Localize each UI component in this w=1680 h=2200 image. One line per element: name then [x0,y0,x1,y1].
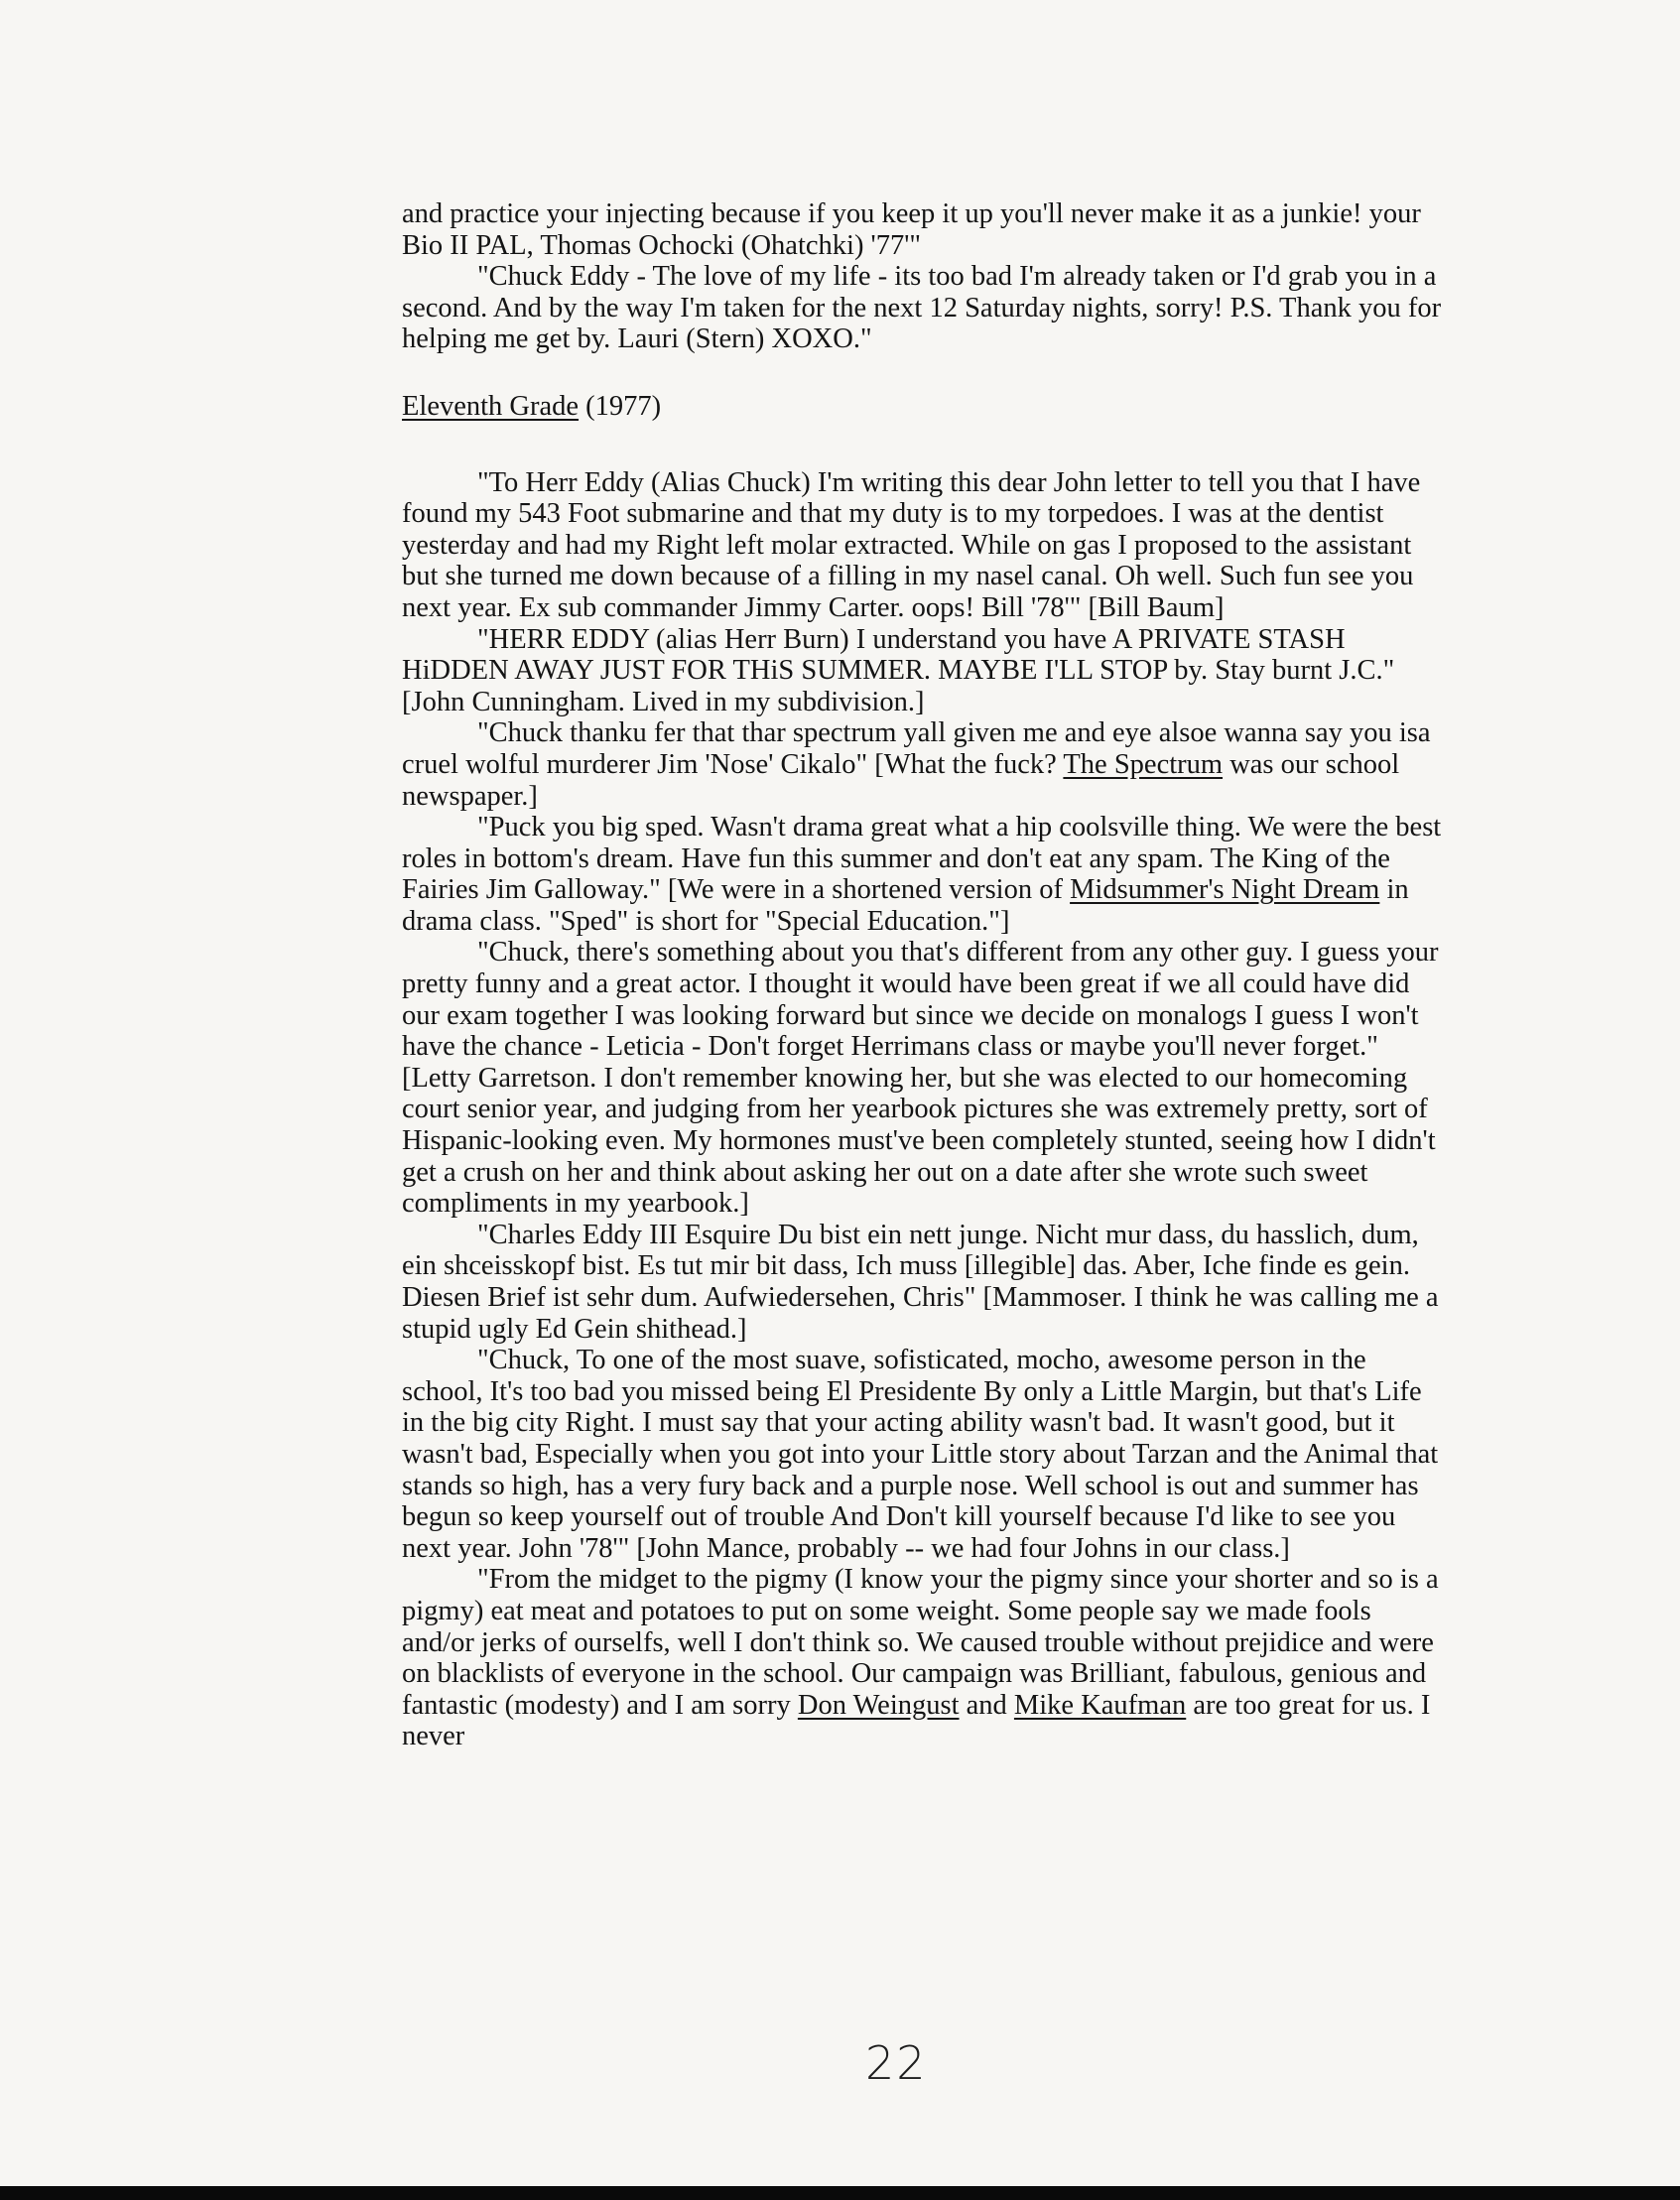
text-run: was our school newspaper.] [402,748,1400,812]
underlined-title: Eleventh Grade [402,390,580,422]
paragraph [402,467,1446,624]
paragraph [402,717,1446,812]
paragraph [402,261,1446,355]
page-number: 22 [865,2036,928,2090]
text-run: "HERR EDDY (alias Herr Burn) I understand you have A PRIVATE STASH HiDDEN AWAY JUST FOR THiS SUMMER. MAYBE I'LL STOP by. Stay burnt J.C." [John Cunningham. Lived in my subdivision.] [402,623,1395,717]
paragraph [402,1345,1446,1564]
text-run: "Chuck, To one of the most suave, sofisticated, mocho, awesome person in the school, It's too bad you missed being El Presidente By only a Little Margin, but that's Life in the big city Right. I must say that your acting ability wasn't bad. It wasn't good, but it wasn't bad, Especially when you got into your Little story about Tarzan and the Animal that stands so high, has a very fury back and a purple nose. Well school is out and summer has begun so keep yourself out of trouble And Don't kill yourself because I'd like to see you next year. John '78'" [John Mance, probably -- we had four Johns in our class.] [402,1345,1439,1564]
text-run: in drama class. "Sped" is short for "Special Education."] [402,874,1409,937]
paragraph [402,812,1446,937]
underlined-title: Mike Kaufman [1013,1689,1187,1721]
text-run: "Charles Eddy III Esquire Du bist ein nett junge. Nicht mur dass, du hasslich, dum, ein shceisskopf bist. Es tut mir bit dass, Ich muss [illegible] das. Aber, Iche finde es gein. Diesen Brief ist sehr dum. Aufwiedersehen, Chris" [Mammoser. I think he was calling me a stupid ugly Ed Gein shithead.] [402,1219,1439,1345]
body-text [402,198,1446,1752]
text-run: "From the midget to the pigmy (I know your the pigmy since your shorter and so is a pigmy) eat meat and potatoes to put on some weight. Some people say we made fools and/or jerks of ourselfs, well I don't think so. We caused trouble without prejidice and were on blacklists of everyone in the school. Our campaign was Brilliant, fabulous, genious and fantastic (modesty) and I am sorry [402,1564,1439,1721]
section-heading [402,391,1446,423]
text-run: and practice your injecting because if you keep it up you'll never make it as a junkie! your Bio II PAL, Thomas Ochocki (Ohatchki) '77'" [402,198,1421,261]
underlined-title: The Spectrum [1063,748,1224,780]
text-run: and [959,1689,1014,1721]
paragraph [402,624,1446,718]
paragraph [402,937,1446,1219]
scan-edge [0,2186,1680,2200]
paragraph [402,1564,1446,1752]
text-run: "Chuck thanku fer that thar spectrum yall given me and eye alsoe wanna say you isa cruel wolful murderer Jim 'Nose' Cikalo" [What the fuck? [402,717,1431,780]
text-run: (1977) [579,390,662,422]
underlined-title: Don Weingust [797,1689,960,1721]
text-run: "To Herr Eddy (Alias Chuck) I'm writing this dear John letter to tell you that I have found my 543 Foot submarine and that my duty is to my torpedoes. I was at the dentist yesterday and had my Right left molar extracted. While on gas I proposed to the assistant but she turned me down because of a filling in my nasel canal. Oh well. Such fun see you next year. Ex sub commander Jimmy Carter. oops! Bill '78'" [Bill Baum] [402,466,1421,623]
text-run: "Puck you big sped. Wasn't drama great what a hip coolsville thing. We were the best roles in bottom's dream. Have fun this summer and don't eat any spam. The King of the Fairies Jim Galloway." [We were in a shortened version of [402,812,1442,906]
text-run: "Chuck Eddy - The love of my life - its too bad I'm already taken or I'd grab you in a second. And by the way I'm taken for the next 12 Saturday nights, sorry! P.S. Thank you for helping me get by. Lauri (Stern) XOXO." [402,261,1442,355]
underlined-title: Midsummer's Night Dream [1070,874,1380,906]
paragraph [402,1220,1446,1345]
text-run: are too great for us. I never [402,1689,1431,1752]
text-run: "Chuck, there's something about you that's different from any other guy. I guess your pretty funny and a great actor. I thought it would have been great if we all could have did our exam together I was looking forward but since we decide on monalogs I guess I won't have the chance - Leticia - Don't forget Herrimans class or maybe you'll never forget." [Letty Garretson. I don't remember knowing her, but she was elected to our homecoming court senior year, and judging from her yearbook pictures she was extremely pretty, sort of Hispanic-looking even. My hormones must've been completely stunted, seeing how I didn't get a crush on her and think about asking her out on a date after she wrote such sweet compliments in my yearbook.] [402,937,1439,1220]
paragraph [402,198,1446,261]
